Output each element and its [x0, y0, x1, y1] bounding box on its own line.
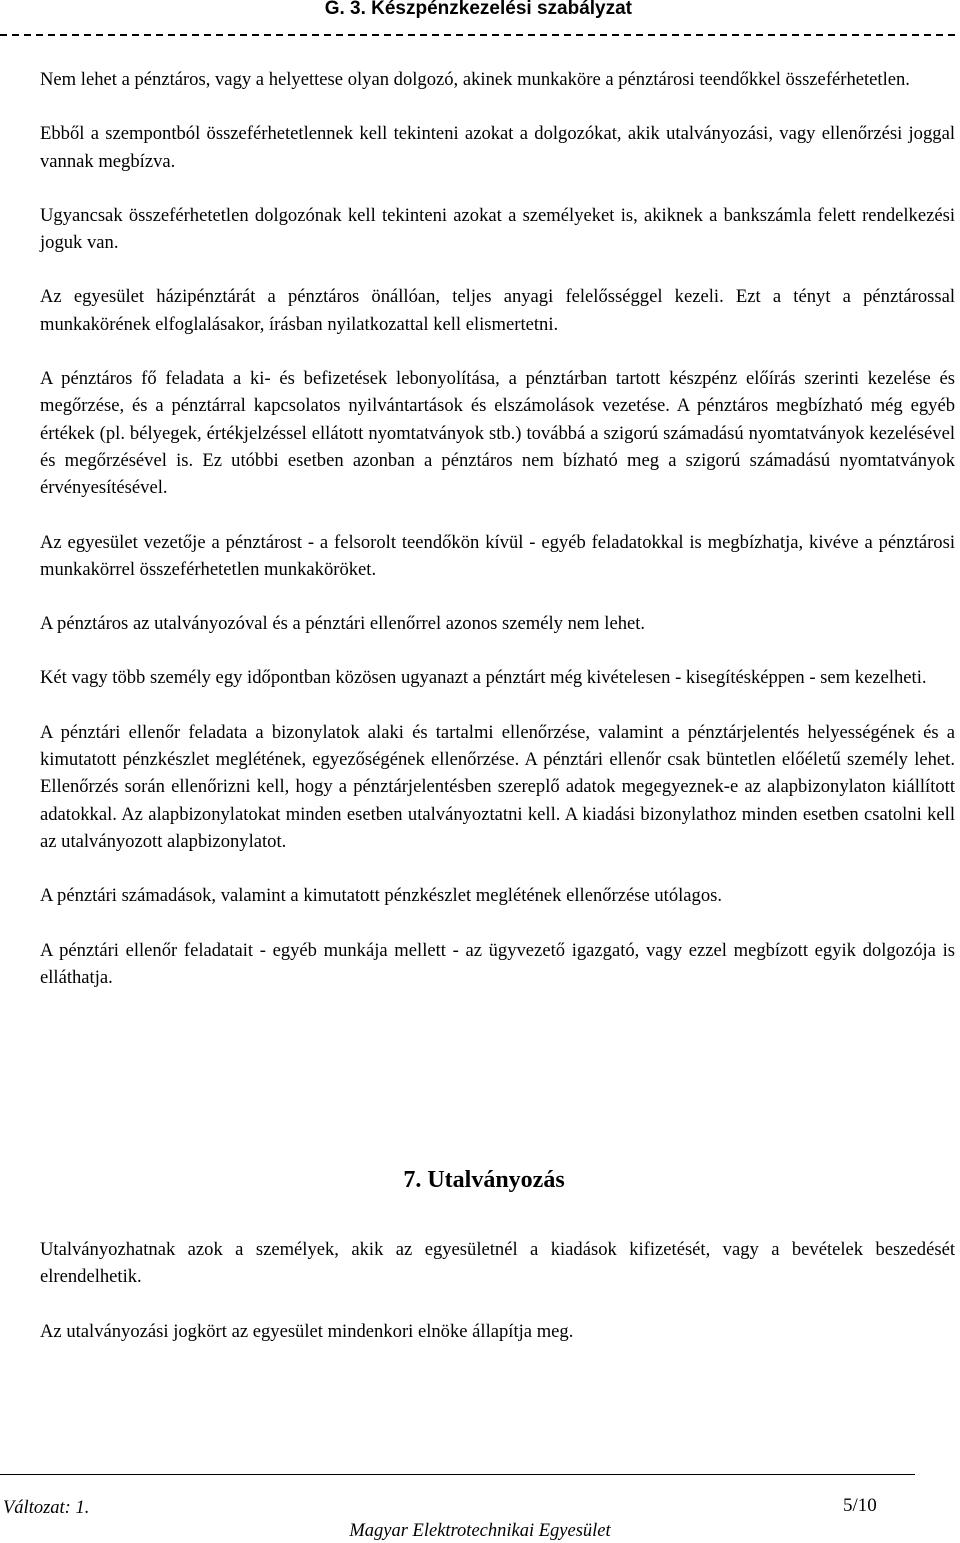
- paragraph: Utalványozhatnak azok a személyek, akik az egyesületnél a kiadások kifizetését, vagy a bevételek beszedését elrendelhetik.: [40, 1239, 955, 1288]
- document-header-title: G. 3. Készpénzkezelési szabályzat: [324, 0, 632, 19]
- paragraph: Az utalványozási jogkört az egyesület mindenkori elnöke állapítja meg.: [40, 1320, 574, 1342]
- paragraph: A pénztáros fő feladata a ki- és befizetések lebonyolítása, a pénztárban tartott készpénz előírás szerinti kezelése és megőrzése, és a pénztárral kapcsolatos nyilvántartások és elszámolások vezetése. A pénztáros megbízható még egyéb értékek (pl. bélyegek, értékjelzéssel ellátott nyomtatványok stb.) továbbá a szigorú számadású nyomtatványok kezelésével és megőrzésével is. Ez utóbbi esetben azonban a pénztáros nem bízható meg a szigorú számadású nyomtatványok érvényesítésével.: [40, 368, 955, 499]
- document-body: [40, 66, 955, 1018]
- paragraph: Ebből a szempontból összeférhetetlennek kell tekinteni azokat a dolgozókat, akik utalványozási, vagy ellenőrzési joggal vannak megbízva.: [40, 123, 955, 172]
- footer-divider: [0, 1474, 915, 1475]
- paragraph: A pénztáros az utalványozóval és a pénztári ellenőrrel azonos személy nem lehet.: [40, 613, 646, 635]
- paragraph: A pénztári ellenőr feladatait - egyéb munkája mellett - az ügyvezető igazgató, vagy ezzel megbízott egyik dolgozója is elláthatja.: [40, 939, 955, 988]
- paragraph: Az egyesület vezetője a pénztárost - a felsorolt teendőkön kívül - egyéb feladatokkal is megbízhatja, kivéve a pénztárosi munkakörrel összeférhetetlen munkaköröket.: [40, 531, 955, 580]
- paragraph: Az egyesület házipénztárát a pénztáros önállóan, teljes anyagi felelősséggel kezeli. Ezt a tényt a pénztárossal munkakörének elfoglalásakor, írásban nyilatkozattal kell elismertetni.: [40, 286, 955, 335]
- paragraph: Két vagy több személy egy időpontban közösen ugyanazt a pénztárt még kivételesen - kisegítésképpen - sem kezelheti.: [40, 667, 927, 689]
- paragraph: Nem lehet a pénztáros, vagy a helyettese olyan dolgozó, akinek munkaköre a pénztárosi teendőkkel összeférhetetlen.: [40, 69, 910, 90]
- section-body: [40, 1236, 955, 1372]
- page-number: 5/10: [843, 1495, 877, 1516]
- footer-version: Változat: 1.: [3, 1498, 90, 1518]
- paragraph: Ugyancsak összeférhetetlen dolgozónak kell tekinteni azokat a személyeket is, akiknek a bankszámla felett rendelkezési joguk van.: [40, 204, 955, 254]
- paragraph: A pénztári számadások, valamint a kimutatott pénzkészlet meglétének ellenőrzése utólagos.: [40, 885, 723, 907]
- section-heading: 7. Utalványozás: [403, 1167, 565, 1193]
- paragraph: A pénztári ellenőr feladata a bizonylatok alaki és tartalmi ellenőrzése, valamint a pénztárjelentés helyességének és a kimutatott pénzkészlet meglétének, egyezőségének ellenőrzése. A pénztári ellenőr csak büntetlen előéletű személy lehet. Ellenőrzés során ellenőrizni kell, hogy a pénztárjelentésben szereplő adatok megegyeznek-e az alapbizonylaton kiállított adatokkal. Az alapbizonylatokat minden esetben utalványoztatni kell. A kiadási bizonylathoz minden esetben csatolni kell az utalványozott alapbizonylatot.: [40, 721, 955, 852]
- header-dashed-divider: [0, 34, 960, 36]
- footer-organization: Magyar Elektrotechnikai Egyesület: [349, 1521, 611, 1541]
